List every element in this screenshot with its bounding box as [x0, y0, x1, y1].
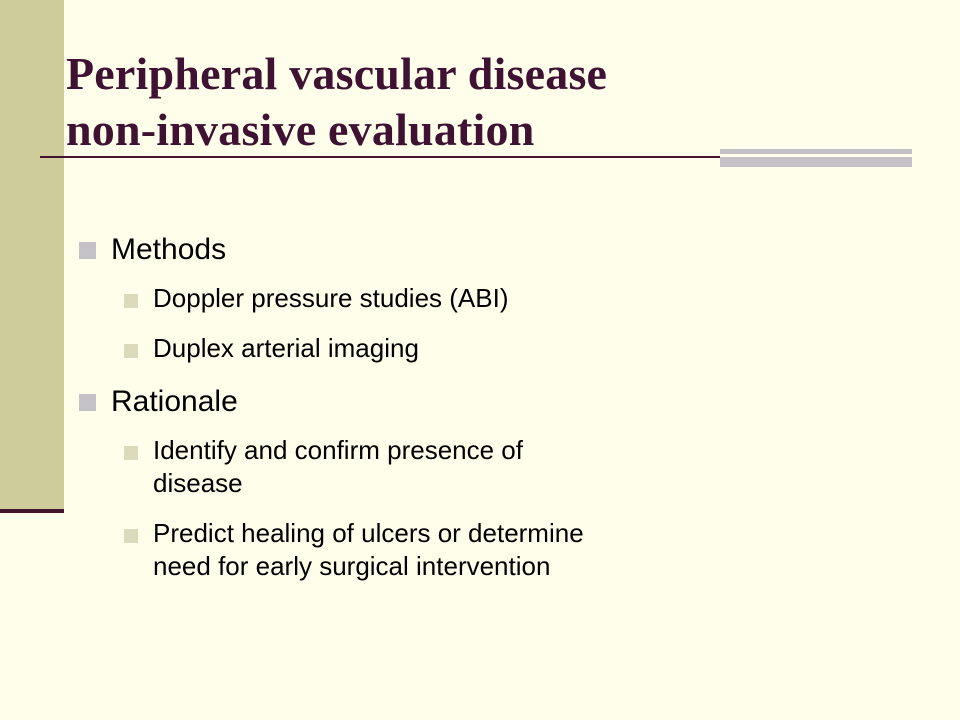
- title-line-2: non-invasive evaluation: [66, 104, 535, 155]
- sub-bullet-text: Doppler pressure studies (ABI): [153, 283, 509, 313]
- slide-title: [66, 46, 607, 158]
- square-sub-bullet-icon: [124, 294, 138, 308]
- bullet-rationale: [78, 382, 778, 422]
- title-accent-bar: [720, 149, 912, 167]
- title-line-1: Peripheral vascular disease: [66, 48, 608, 99]
- title-accent-stripe: [720, 154, 912, 157]
- sub-bullet-text: Predict healing of ulcers or determine need for early surgical intervention: [153, 518, 584, 581]
- square-sub-bullet-icon: [124, 344, 138, 358]
- sub-bullet-doppler: [78, 282, 778, 315]
- bullet-label: Methods: [111, 233, 227, 266]
- sub-bullet-predict: [78, 517, 778, 583]
- square-sub-bullet-icon: [124, 529, 138, 543]
- square-bullet-icon: [79, 394, 96, 411]
- left-band-accent-line: [0, 509, 64, 513]
- sub-bullet-identify: [78, 434, 778, 500]
- bullet-list: [78, 230, 778, 600]
- sub-bullet-text: Duplex arterial imaging: [153, 333, 419, 363]
- sub-bullet-text: Identify and confirm presence of disease: [153, 435, 523, 498]
- sub-bullet-duplex: [78, 332, 778, 365]
- bullet-methods: [78, 230, 778, 270]
- square-bullet-icon: [79, 242, 96, 259]
- bullet-label: Rationale: [111, 385, 238, 418]
- square-sub-bullet-icon: [124, 446, 138, 460]
- left-decorative-band: [0, 0, 64, 512]
